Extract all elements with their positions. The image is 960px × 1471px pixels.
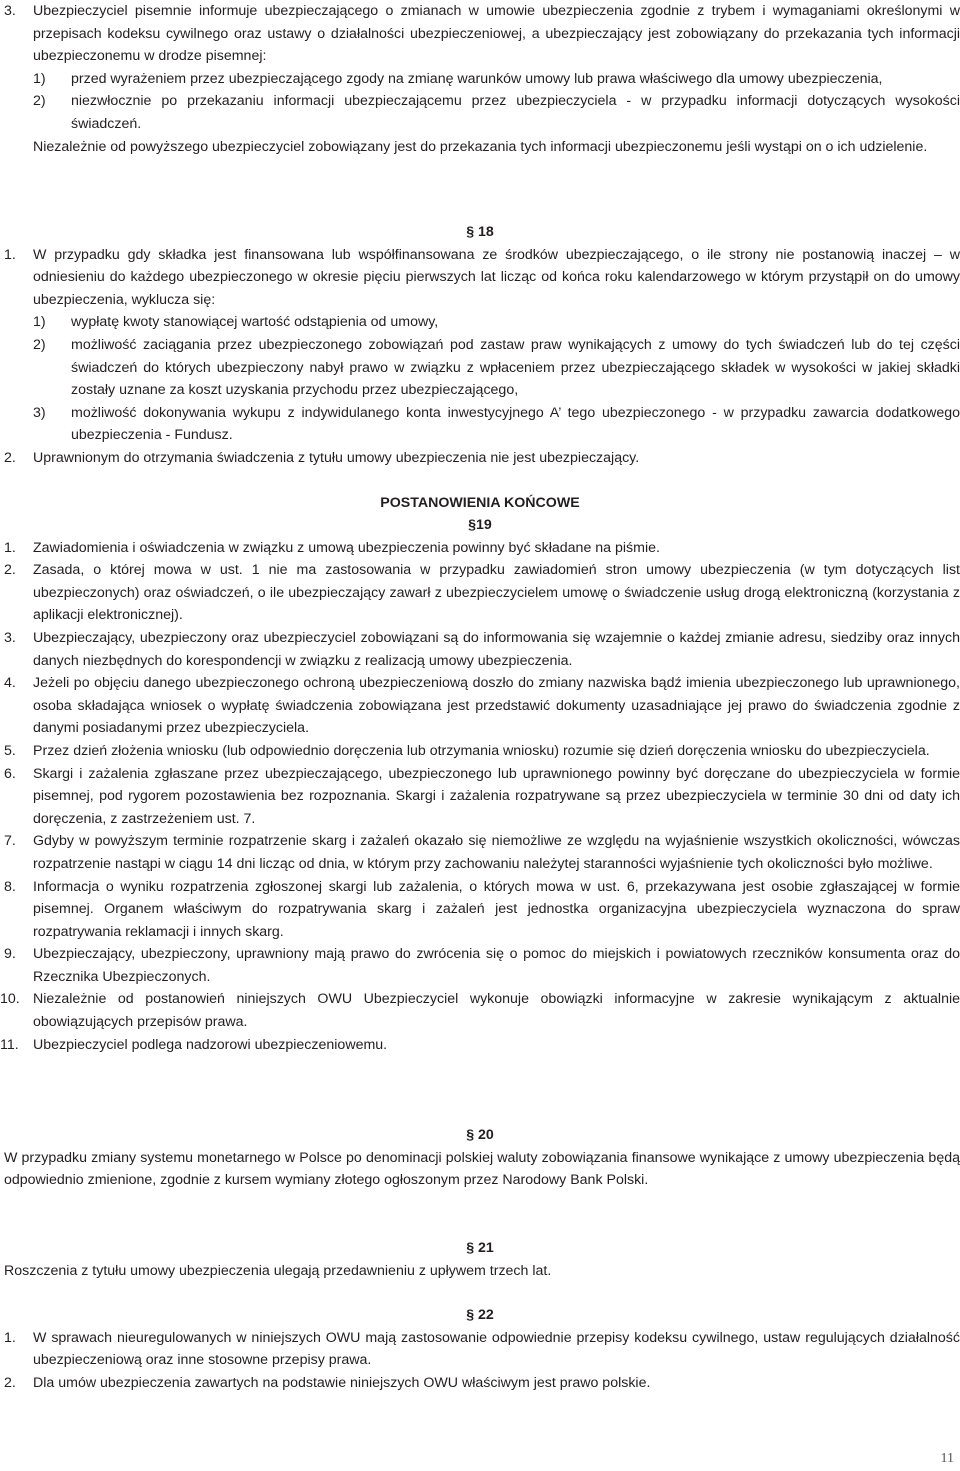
item-number: 3) [33,404,46,421]
item-number: 7. [4,833,16,850]
item-text: Dla umów ubezpieczenia zawartych na podstawie niniejszych OWU właściwym jest prawo polskie. [33,1374,651,1391]
final-provisions-title: POSTANOWIENIA KOŃCOWE [380,495,580,511]
paragraph: Roszczenia z tytułu umowy ubezpieczenia ulegają przedawnieniu z upływem trzech lat. [4,1262,552,1279]
list-item [0,0,960,68]
item-number: 9. [4,946,16,963]
paragraph: Niezależnie od powyższego ubezpieczyciel zobowiązany jest do przekazania tych informacji ubezpieczonemu jeśli wystąpi on o ich udzielenie. [33,138,928,155]
item-number: 2. [4,562,16,579]
list-item [0,68,960,91]
item-number: 1) [33,314,46,331]
item-number: 11. [0,1036,19,1053]
item-number: 4. [4,675,16,692]
item-text: W przypadku gdy składka jest finansowana lub współfinansowana ze środków ubezpieczającego, o ile strony nie postanowią inaczej – w odniesieniu do każdego ubezpieczonego w okresie pięciu pierwszych lat licząc od końca roku kalendarzowego w którym przystąpił on do umowy ubezpieczenia, wyklucza się: [33,246,960,308]
section-19-block [0,514,960,1056]
list-item [0,1372,960,1395]
item-text: Skargi i zażalenia zgłaszane przez ubezpieczającego, ubezpieczonego lub uprawnionego powinny być doręczane do ubezpieczyciela w formie pisemnej, pod rygorem pozostawienia bez rozpoznania. Skargi i zażalenia rozpatrywane są przez ubezpieczyciela w terminie 30 dni od daty ich doręczenia, z zastrzeżeniem ust. 7. [33,765,960,827]
list-item [0,1034,960,1057]
item-text: Zasada, o której mowa w ust. 1 nie ma zastosowania w przypadku zawiadomień stron umowy ubezpieczenia (w tym dotyczących list ubezpieczonych) oraz oświadczeń, o ile ubezpieczający zawarł z ubezpieczycielem umowę o świadczenie usług drogą elektroniczną (korzystania z aplikacji elektronicznej). [33,562,960,624]
item-text: wypłatę kwoty stanowiącej wartość odstąpienia od umowy, [71,314,439,331]
list-item [0,90,960,135]
item-text: Zawiadomienia i oświadczenia w związku z umową ubezpieczenia powinny być składane na piśmie. [33,539,660,556]
item-text: Jeżeli po objęciu danego ubezpieczonego ochroną ubezpieczeniową doszło do zmiany nazwiska bądź imienia ubezpieczonego lub uprawnionego, osoba składająca wniosek o wypłatę świadczenia zobowiązana jest przedstawić dokumenty uzasadniające jej prawo do świadczenia zgodnie z danymi posiadanymi przez ubezpieczyciela. [33,675,960,737]
item-text: Ubezpieczający, ubezpieczony, uprawniony mają prawo do zwrócenia się o pomoc do miejskich i powiatowych rzeczników konsumenta oraz do Rzecznika Ubezpieczonych. [33,946,960,985]
item-text: możliwość dokonywania wykupu z indywidulanego konta inwestycyjnego A’ tego ubezpieczonego - w przypadku zawarcia dodatkowego ubezpieczenia - Fundusz. [71,404,960,444]
item-text: Ubezpieczyciel podlega nadzorowi ubezpieczeniowemu. [33,1036,388,1053]
item-number: 2. [4,1374,16,1391]
list-item [0,830,960,875]
list-item [0,672,960,740]
item-number: 8. [4,878,16,895]
item-text: Ubezpieczyciel pisemnie informuje ubezpieczającego o zmianach w umowie ubezpieczenia zgodnie z trybem i wymaganiami określonymi w przepisach kodeksu cywilnego oraz ustawy o działalności ubezpieczeniowej, a ubezpieczający jest zobowiązany do przekazania tych informacji ubezpieczonemu w drodze pisemnej: [33,3,960,65]
list-item [0,559,960,627]
section-20-block [0,1124,960,1192]
item-number: 1. [4,246,16,263]
item-text: W sprawach nieuregulowanych w niniejszych OWU mają zastosowanie odpowiednie przepisy kodeksu cywilnego, ustaw regulujących działalność ubezpieczeniową oraz inne stosowne przepisy prawa. [33,1329,960,1369]
item-text: Ubezpieczający, ubezpieczony oraz ubezpieczyciel zobowiązani są do informowania się wzajemnie o każdej zmianie adresu, siedziby oraz innych danych niezbędnych do korespondencji w związku z realizacją umowy ubezpieczenia. [33,629,960,669]
section-heading: § 18 [466,224,494,240]
list-item [0,988,960,1033]
item-text: Informacja o wyniku rozpatrzenia zgłoszonej skargi lub zażalenia, o których mowa w ust. 6, przekazywana jest osobie zgłaszającej w formie pisemnej. Organem właściwym do rozpatrywania skarg i zażaleń jest jednostka organizacyjna ubezpieczyciela wyznaczona do spraw rozpatrywania reklamacji i innych skarg. [33,878,960,940]
list-item [0,334,960,402]
list-item [0,876,960,944]
section-18-block [0,221,960,470]
item-number: 1) [33,70,46,87]
item-number: 1. [4,539,16,556]
item-text: przed wyrażeniem przez ubezpieczającego zgody na zmianę warunków umowy lub prawa właściwego dla umowy ubezpieczenia, [71,70,883,87]
section-heading: § 20 [466,1127,494,1143]
list-item [0,537,960,560]
section-19-list [0,537,960,1057]
item-text: możliwość zaciągania przez ubezpieczonego zobowiązań pod zastaw praw wynikających z umowy do tych świadczeń lub do tej części świadczeń do których ubezpieczony nabył prawo w związku z wpłaceniem przez ubezpieczającego składek w wysokości w jakiej składki zostały uznane za koszt uzyskania przychodu przez ubezpieczającego, [71,336,960,399]
item-number: 3. [4,3,16,19]
item-text: Uprawnionym do otrzymania świadczenia z tytułu umowy ubezpieczenia nie jest ubezpieczający. [33,449,640,466]
section-22-block [0,1304,960,1394]
section-heading: § 21 [466,1240,494,1256]
item-number: 3. [4,629,16,646]
section-heading: § 22 [466,1307,494,1323]
item-text: Przez dzień złożenia wniosku (lub odpowiednio doręczenia lub otrzymania wniosku) rozumie się dzień doręczenia wniosku do ubezpieczyciela. [33,742,930,759]
item-number: 5. [4,742,16,759]
item-text: Gdyby w powyższym terminie rozpatrzenie skarg i zażaleń okazało się niemożliwe ze względu na wyjaśnienie wszystkich okoliczności, wówczas rozpatrzenie nastąpi w ciągu 14 dni licząc od dnia, w którym przy zachowaniu należytej staranności wyjaśnienie tych okoliczności było możliwe. [33,833,960,872]
item-text: niezwłocznie po przekazaniu informacji ubezpieczającemu przez ubezpieczyciela - w przypadku informacji dotyczących wysokości świadczeń. [71,93,960,132]
item-number: 2) [33,336,46,353]
list-item [0,1327,960,1372]
list-item [0,311,960,334]
list-item [0,447,960,470]
item-number: 6. [4,765,16,782]
list-item [0,763,960,831]
paragraph: W przypadku zmiany systemu monetarnego w Polsce po denominacji polskiej waluty zobowiązania finansowe wynikające z umowy ubezpieczenia będą odpowiednio zmienione, zgodnie z kursem wymiany złotego ogłoszonym przez Narodowy Bank Polski. [4,1149,960,1189]
page-number: 11 [940,1451,954,1466]
section-17-block [0,0,960,158]
list-item [0,740,960,763]
list-item [0,402,960,447]
item-number: 2) [33,93,46,110]
item-number: 10. [0,991,20,1008]
item-number: 2. [4,449,16,466]
list-item [0,244,960,312]
item-number: 1. [4,1329,16,1346]
item-text: Niezależnie od postanowień niniejszych OWU Ubezpieczyciel wykonuje obowiązki informacyjne w zakresie wynikającym z aktualnie obowiązujących przepisów prawa. [33,991,960,1031]
list-item [0,943,960,988]
section-heading: §19 [468,517,492,533]
section-21-block [0,1237,960,1282]
list-item [0,627,960,672]
